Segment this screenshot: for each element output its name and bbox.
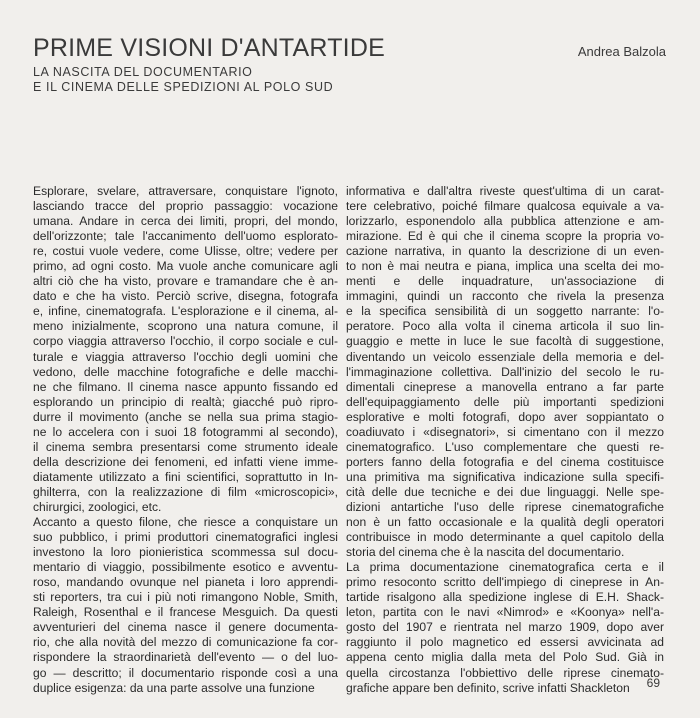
text-line: mentario di viaggio, possibilmente esotico e avventu- xyxy=(33,560,338,575)
text-line: dimentali cineprese a manovella entrano a far parte xyxy=(346,379,664,394)
text-line: tartide risalgono alla spedizione inglese di E.H. Shack- xyxy=(346,590,664,605)
text-line: mirazione. Ed è qui che il cinema scopre la propria vo- xyxy=(346,229,664,244)
text-line: lorizzarlo, esponendolo alla pubblica attenzione e am- xyxy=(346,214,664,229)
text-line: altri ciò che ha visto, provare e tramandare che è an- xyxy=(33,274,338,289)
text-line: cazione narrativa, in quanto la descrizione di un even- xyxy=(346,244,664,259)
text-line: ghilterra, con la realizzazione di film «microscopici», xyxy=(33,484,338,499)
text-line: rispondere la straordinarietà dell'evento — o del luo- xyxy=(33,650,338,665)
text-line: dell'orizzonte; tale l'accanimento dell'uomo esplorato- xyxy=(33,229,338,244)
text-line: Esplorare, svelare, attraversare, conquistare l'ignoto, xyxy=(33,184,338,198)
text-line: coadiuvato i «disegnatori», si cimentano con il mezzo xyxy=(346,424,664,439)
text-line: guaggio e mette in luce le sue facoltà di suggestione, xyxy=(346,334,664,349)
text-line: roso, mandando ovunque nel pianeta i loro apprendi- xyxy=(33,575,338,590)
text-line: una primitiva ma significativa indicazione sulla specifi- xyxy=(346,469,664,484)
text-line: quella circostanza l'obbiettivo delle riprese cinemato- xyxy=(346,665,664,680)
text-line: porters fanno della fotografia e del cinema costituisce xyxy=(346,454,664,469)
text-line: suo pubblico, i primi produttori cinematografici inglesi xyxy=(33,530,338,545)
text-line: dato e che ha visto. Perciò scrive, disegna, fotografa xyxy=(33,289,338,304)
text-line: storia del cinema che è la nascita del documentario. xyxy=(346,545,625,560)
author-name: Andrea Balzola xyxy=(577,44,666,59)
text-line: non è un fatto occasionale e la qualità degli operatori xyxy=(346,515,664,530)
text-line: cinematografico. L'uso complementare che questi re- xyxy=(346,439,664,454)
text-line: esplorando un principio di realtà; giacché può ripro- xyxy=(33,394,338,409)
text-line: dell'equipaggiamento delle più importanti spedizioni xyxy=(346,394,664,409)
text-line: diatamente utilizzato a fini scientifici, soprattutto in In- xyxy=(33,469,338,484)
text-line: vedono, delle macchine fotografiche e delle macchi- xyxy=(33,364,338,379)
page-number: 69 xyxy=(646,676,660,690)
text-line: diventando un veicolo essenziale della memoria e del- xyxy=(346,349,664,364)
text-line: chirurgici, zoologici, etc. xyxy=(33,499,162,514)
text-line: meno inizialmente, scoprono una natura comune, il xyxy=(33,319,338,334)
text-line: esplorative e molti fotografi, dopo aver soppiantato o xyxy=(346,409,664,424)
text-line: peratore. Poco alla volta il cinema articola il suo lin- xyxy=(346,319,664,334)
text-line: ne che filmano. Il cinema nasce appunto fissando ed xyxy=(33,379,338,394)
text-line: immagini, quindi un racconto che rivela la presenza xyxy=(346,289,664,304)
text-line: cità delle due tecniche e dei due linguaggi. Nelle spe- xyxy=(346,484,664,499)
article-subtitle xyxy=(33,65,333,95)
text-line: tere celebrativo, poiché filmare qualcosa equivale a va- xyxy=(346,199,664,214)
text-line: re, costui vuole vedere, come Ulisse, oltre; vedere per xyxy=(33,244,338,259)
text-line: turale e viaggia attraverso l'occhio degli uomini che xyxy=(33,349,338,364)
text-line: sti reporters, tra cui i più noti rimangono Noble, Smith, xyxy=(33,590,338,605)
text-line: umana. Andare in cerca dei limiti, propri, del mondo, xyxy=(33,214,338,229)
text-line: menti e delle inquadrature, un'associazione di xyxy=(346,274,664,289)
text-line: ne lo accelera con i suoi 18 fotogrammi al secondo), xyxy=(33,424,338,439)
text-line: avventurieri del cinema nasce il genere documenta- xyxy=(33,620,338,635)
text-line: rio, che alla novità del mezzo di comunicazione fa cor- xyxy=(33,635,338,650)
subtitle-line: E IL CINEMA DELLE SPEDIZIONI AL POLO SUD xyxy=(33,80,334,94)
text-column-right xyxy=(346,184,664,696)
text-line: primo, ad ogni costo. Ma vuole anche comunicare agli xyxy=(33,259,338,274)
text-line: contribuisce in modo determinante a quel capitolo della xyxy=(346,530,664,545)
article-title: PRIME VISIONI D'ANTARTIDE xyxy=(33,34,385,62)
text-line: dizioni antartiche l'uso delle riprese cinematografiche xyxy=(346,499,664,514)
text-line: informativa e dall'altra riveste quest'ultima di un carat- xyxy=(346,184,664,198)
text-line: durre il movimento (anche se nella sua prima stagio- xyxy=(33,409,338,424)
text-line: l'immaginazione collettiva. Dall'inizio del secolo le ru- xyxy=(346,364,664,379)
text-line: La prima documentazione cinematografica certa e il xyxy=(346,560,664,575)
text-line: duplice esigenza: da una parte assolve una funzione xyxy=(33,680,315,695)
text-column-left xyxy=(33,184,338,696)
text-line: to non è mai neutra e piana, implica una scelta dei mo- xyxy=(346,259,664,274)
text-line: della descrizione dei fenomeni, ed infatti viene imme- xyxy=(33,454,338,469)
text-line: Accanto a questo filone, che riesce a conquistare un xyxy=(33,515,338,530)
subtitle-line: LA NASCITA DEL DOCUMENTARIO xyxy=(33,65,253,79)
text-line: Raleigh, Rosenthal e il francese Mesguich. Da questi xyxy=(33,605,338,620)
text-line: e la specifica sensibilità di un soggetto narrante: l'o- xyxy=(346,304,664,319)
text-line: raggiunto il polo magnetico ed essersi avvicinata ad xyxy=(346,635,664,650)
text-line: e, infine, cinematografa. L'esplorazione e il cinema, al- xyxy=(33,304,338,319)
text-line: go — descritto; il documentario risponde così a una xyxy=(33,665,338,680)
text-line: il cinema sembra presentarsi come strumento ideale xyxy=(33,439,338,454)
text-line: primo resoconto scritto dell'impiego di cineprese in An- xyxy=(346,575,664,590)
text-line: gosto del 1907 e rientrata nel marzo 1909, dopo aver xyxy=(346,620,664,635)
text-line: lasciando tracce del proprio passaggio: vocazione xyxy=(33,199,338,214)
text-line: grafiche appare ben definito, scrive infatti Shackleton xyxy=(346,680,630,695)
text-line: investono la loro pionieristica scommessa sul docu- xyxy=(33,545,338,560)
text-line: corpo viaggia attraverso l'occhio, il corpo sociale e cul- xyxy=(33,334,338,349)
text-line: appena cento miglia dalla meta del Polo Sud. Già in xyxy=(346,650,664,665)
text-line: leton, partita con le navi «Nimrod» e «Koonya» nell'a- xyxy=(346,605,664,620)
